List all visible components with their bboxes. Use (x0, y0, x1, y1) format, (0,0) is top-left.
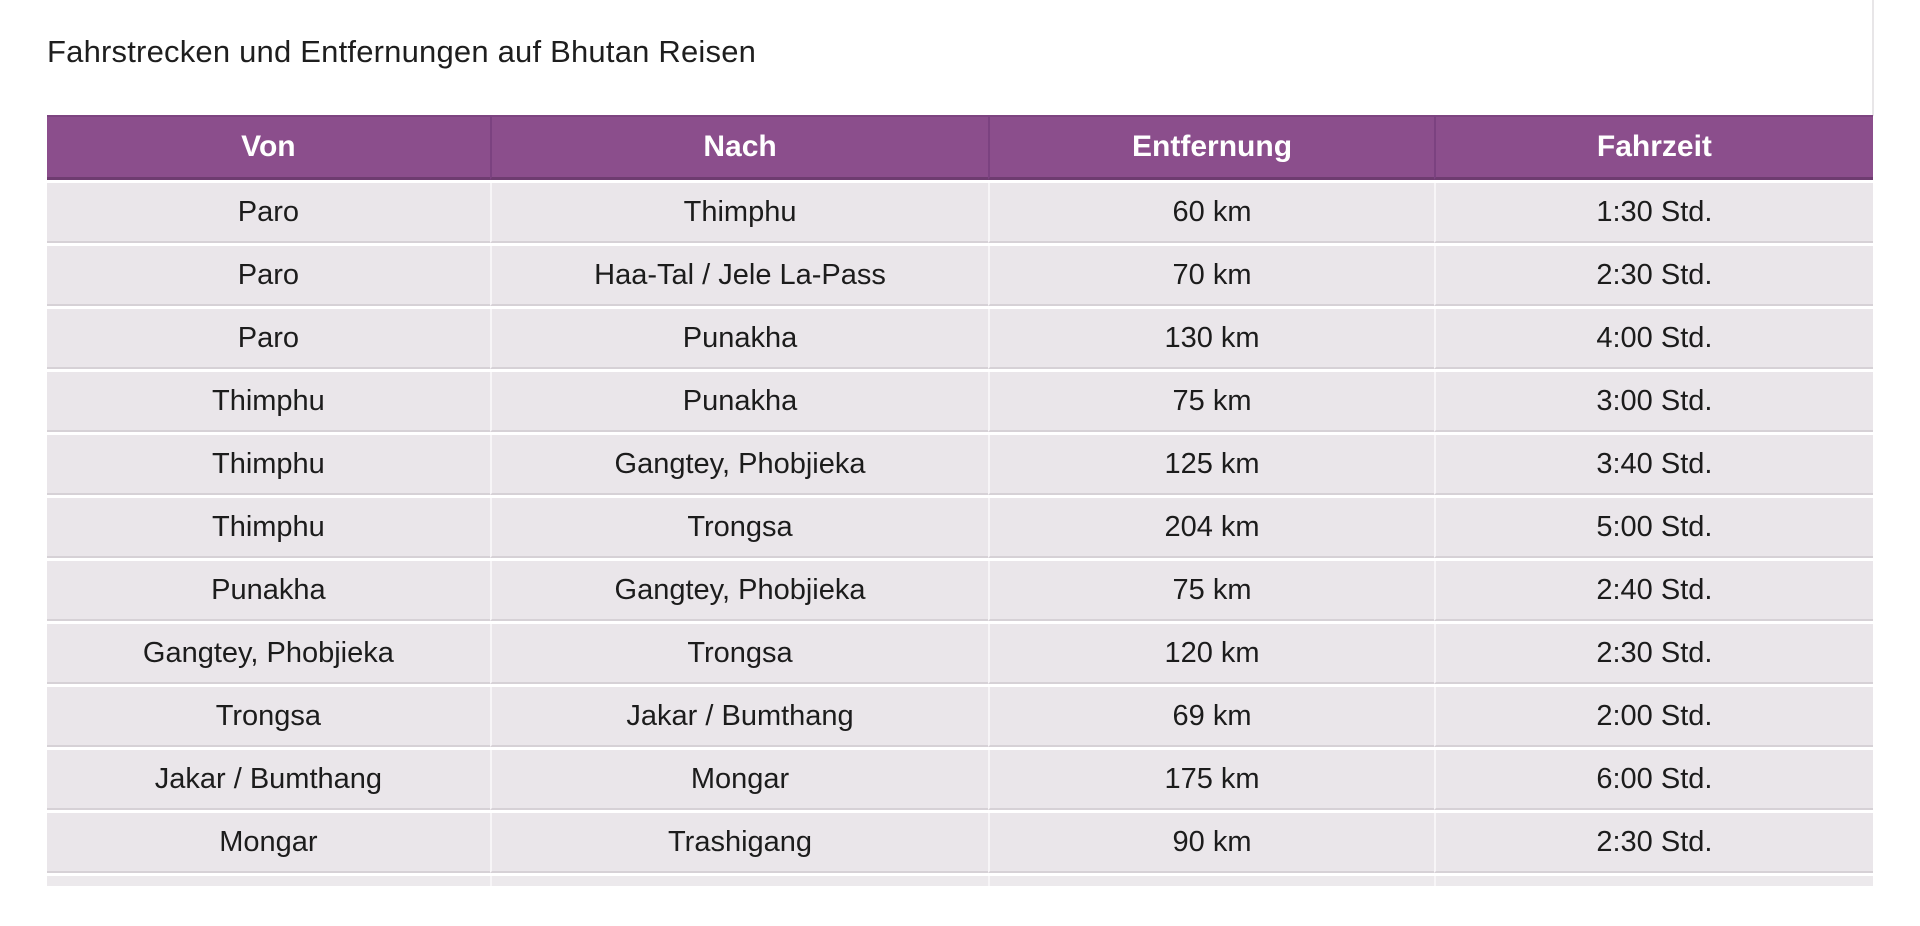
table-row (47, 246, 1873, 306)
cell-entfernung: 60 km (988, 183, 1434, 243)
cell-von: Punakha (47, 561, 490, 621)
routes-table (47, 112, 1873, 888)
cell-fahrzeit: 3:00 Std. (1434, 372, 1873, 432)
table-row (47, 372, 1873, 432)
table-row (47, 435, 1873, 495)
routes-table-container (47, 112, 1873, 888)
cell-fahrzeit: 4:00 Std. (1434, 309, 1873, 369)
table-row-partial (47, 876, 1873, 886)
cell-entfernung: 75 km (988, 561, 1434, 621)
cell-nach: Haa-Tal / Jele La-Pass (490, 246, 988, 306)
cell-fahrzeit: 2:40 Std. (1434, 561, 1873, 621)
cell-nach: Trongsa (490, 498, 988, 558)
cell-von: Trongsa (47, 687, 490, 747)
cell-fahrzeit: 2:30 Std. (1434, 813, 1873, 873)
cell-fahrzeit: 6:00 Std. (1434, 750, 1873, 810)
cell-empty (988, 876, 1434, 886)
cell-von: Jakar / Bumthang (47, 750, 490, 810)
cell-entfernung: 69 km (988, 687, 1434, 747)
table-row (47, 309, 1873, 369)
table-row (47, 813, 1873, 873)
page-title: Fahrstrecken und Entfernungen auf Bhutan Reisen (47, 34, 757, 69)
cell-nach: Punakha (490, 372, 988, 432)
column-header-fahrzeit: Fahrzeit (1434, 115, 1873, 180)
cell-empty (1434, 876, 1873, 886)
cell-fahrzeit: 1:30 Std. (1434, 183, 1873, 243)
cell-empty (47, 876, 490, 886)
cell-empty (490, 876, 988, 886)
cell-fahrzeit: 2:30 Std. (1434, 624, 1873, 684)
table-row (47, 624, 1873, 684)
cell-entfernung: 204 km (988, 498, 1434, 558)
cell-von: Paro (47, 309, 490, 369)
table-header (47, 115, 1873, 180)
column-header-von: Von (47, 115, 490, 180)
cell-entfernung: 120 km (988, 624, 1434, 684)
cell-entfernung: 75 km (988, 372, 1434, 432)
cell-entfernung: 90 km (988, 813, 1434, 873)
cell-nach: Trashigang (490, 813, 988, 873)
table-row (47, 750, 1873, 810)
table-row (47, 498, 1873, 558)
cell-von: Mongar (47, 813, 490, 873)
table-row (47, 561, 1873, 621)
cell-fahrzeit: 2:00 Std. (1434, 687, 1873, 747)
cell-von: Thimphu (47, 435, 490, 495)
cell-fahrzeit: 2:30 Std. (1434, 246, 1873, 306)
cell-nach: Punakha (490, 309, 988, 369)
column-header-entfernung: Entfernung (988, 115, 1434, 180)
cell-fahrzeit: 5:00 Std. (1434, 498, 1873, 558)
cell-nach: Thimphu (490, 183, 988, 243)
cell-entfernung: 125 km (988, 435, 1434, 495)
cell-von: Gangtey, Phobjieka (47, 624, 490, 684)
table-body (47, 183, 1873, 886)
table-header-row (47, 115, 1873, 180)
cell-nach: Mongar (490, 750, 988, 810)
column-header-nach: Nach (490, 115, 988, 180)
cell-nach: Trongsa (490, 624, 988, 684)
table-row (47, 183, 1873, 243)
table-row (47, 687, 1873, 747)
cell-nach: Jakar / Bumthang (490, 687, 988, 747)
cell-entfernung: 130 km (988, 309, 1434, 369)
cell-von: Paro (47, 246, 490, 306)
cell-entfernung: 70 km (988, 246, 1434, 306)
cell-nach: Gangtey, Phobjieka (490, 435, 988, 495)
cell-von: Thimphu (47, 498, 490, 558)
page-edge-divider (1872, 0, 1874, 116)
cell-fahrzeit: 3:40 Std. (1434, 435, 1873, 495)
cell-nach: Gangtey, Phobjieka (490, 561, 988, 621)
cell-von: Paro (47, 183, 490, 243)
cell-von: Thimphu (47, 372, 490, 432)
cell-entfernung: 175 km (988, 750, 1434, 810)
